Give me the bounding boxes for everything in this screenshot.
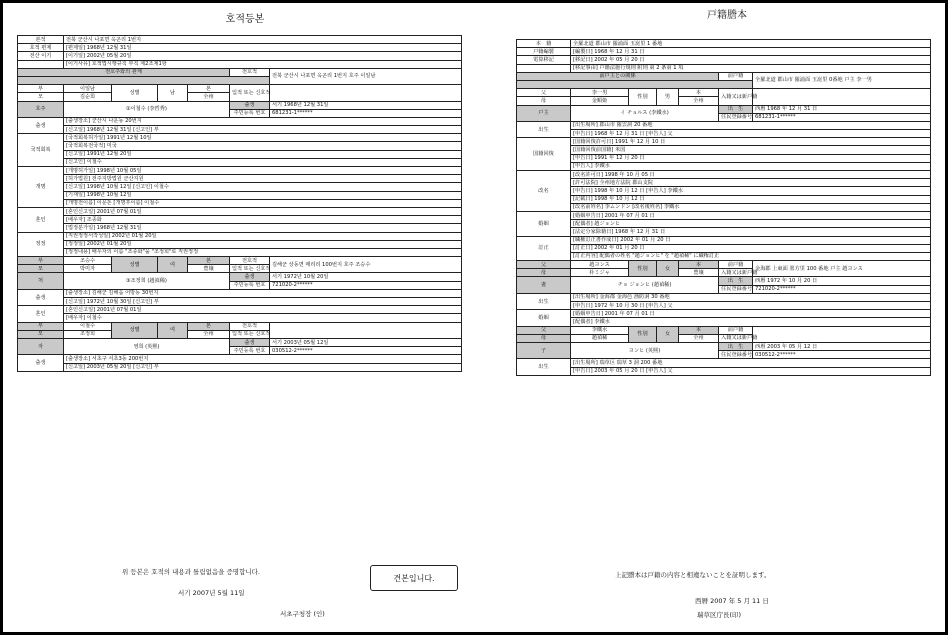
child-name-row [18, 338, 462, 346]
father-name: 李鐵水 [571, 326, 629, 334]
origin-label: 본 [188, 322, 230, 330]
head-event-row [517, 195, 931, 203]
relation-label: 戸主 [517, 105, 571, 121]
mother-label: 모 [18, 93, 64, 101]
header-label [18, 60, 64, 68]
id-label: 住民登録番号 [719, 285, 753, 293]
head-event-line: [申告日] 1998 年 10 月 12 日 [申告人] 李鐵水 [571, 187, 931, 195]
person-name: チョ ジョンヒ (趙禎稀) [571, 277, 719, 293]
gender-label: 性別 [629, 89, 657, 105]
header-label: 電算移記 [517, 56, 571, 64]
head-event-line: [許可法院] 全州地方法院 郡山支院 [571, 179, 931, 187]
birth-label: 출생 [230, 338, 270, 346]
wife-event-row [18, 298, 462, 306]
birth-label: 출생 [230, 273, 270, 281]
head-event-row [517, 138, 931, 146]
head-event-row [517, 146, 931, 154]
head-parents-row [18, 85, 462, 93]
id-value: 721020-2****** [753, 285, 931, 293]
wife-event-row [517, 302, 931, 310]
head-event-row [517, 130, 931, 138]
birth-value: 西暦 1968 年 12 月 31 日 [753, 105, 931, 113]
head-event-line: [訂正日] 2002 年 01 月 20 日 [571, 244, 931, 252]
prev-register-value: 김해군 상동면 매리리 100번지 호주 조승수 [270, 257, 462, 273]
head-event-row [517, 162, 931, 170]
enter-label: 入籍又は新戸籍 [719, 269, 753, 277]
head-event-row [18, 175, 462, 183]
relation-label: 호주 [18, 101, 64, 117]
head-event-line: [改名許可日] 1998 年 10 月 05 日 [571, 171, 931, 179]
child-parents-row [517, 326, 931, 334]
wife-event-line: [申告日] 1972 年 10 月 30 日 [申告人] 父 [571, 302, 931, 310]
korean-date: 서기 2007년 5월 11일 [178, 589, 245, 597]
child-event-row [517, 367, 931, 375]
id-label: 住民登録番号 [719, 113, 753, 121]
wife-event-row [18, 306, 462, 314]
gender-value: 女 [657, 261, 679, 277]
wife-parents-row [18, 257, 462, 265]
head-event-line: [国籍回復許可日] 1991 年 12 月 10 日 [571, 138, 931, 146]
head-event-row [517, 171, 931, 179]
wife-event-label: 혼인 [18, 306, 64, 322]
head-event-line: [신고일] 1991년 12월 20일 [64, 150, 462, 158]
id-label: 住民登録番号 [719, 351, 753, 359]
father-label: 부 [18, 322, 64, 330]
gender-value: 여 [158, 322, 188, 338]
birth-value: 서기 1968년 12월 31일 [270, 101, 462, 109]
origin-value: 豊壤 [188, 265, 230, 273]
head-event-line: [국적회복허가일] 1991년 12월 10일 [64, 134, 462, 142]
header-value: [移記事由] 戸籍法施行規則 附則 第 2 条第 1 項 [571, 64, 931, 72]
head-event-row [18, 150, 462, 158]
head-event-line: [申告日] 1991 年 12 月 20 日 [571, 154, 931, 162]
korean-register-table [17, 35, 462, 372]
wife-event-row [18, 289, 462, 297]
head-event-row [517, 236, 931, 244]
header-value: [이기일] 2002년 05월 20일 [64, 52, 462, 60]
prev-register-label: 전호적 [230, 68, 270, 76]
head-event-line: [기재일] 1998년 10월 12일 [64, 191, 462, 199]
wife-name-row [517, 277, 931, 285]
head-parents-row [517, 89, 931, 97]
child-event-label: 출생 [18, 355, 64, 371]
father-label: 父 [517, 89, 571, 97]
father-name: 李一男 [571, 89, 629, 97]
person-name: 영희 (英熙) [64, 338, 230, 354]
father-label: 父 [517, 261, 571, 269]
head-event-label: 婚姻 [517, 211, 571, 236]
origin-label: 本 [679, 261, 719, 269]
head-event-row [517, 252, 931, 260]
enter-label: 입적 또는 신호적 [230, 330, 270, 338]
father-label: 부 [18, 257, 64, 265]
prev-register-label: 前戸籍 [719, 72, 753, 80]
gender-value: 여 [158, 257, 188, 273]
blank-cell [270, 85, 462, 101]
header-row [18, 52, 462, 60]
header-row [517, 48, 931, 56]
child-event-row [517, 359, 931, 367]
header-row [18, 36, 462, 44]
origin-value: 全州 [679, 334, 719, 342]
header-value: [편제일] 1968년 12월 31일 [64, 44, 462, 52]
mother-name: 박미자 [64, 265, 112, 273]
origin-label: 本 [679, 89, 719, 97]
prev-register-value: 全羅北道 郡山市 羅浦面 玉崑里 0番地 戸主 李一男 [753, 72, 931, 88]
mother-label: 모 [18, 265, 64, 273]
japanese-date: 西暦 2007 年 5 月 11 日 [695, 597, 769, 605]
head-event-row [517, 220, 931, 228]
head-event-line: [법정분가일] 1968년 12월 31일 [64, 224, 462, 232]
header-value: 全羅北道 郡山市 羅浦面 玉崑里 1 番地 [571, 40, 931, 48]
header-label: 本 籍 [517, 40, 571, 48]
gender-label: 성별 [112, 257, 158, 273]
korean-certify-text: 위 등본은 호적의 내용과 틀림없음을 증명합니다. [122, 568, 260, 576]
head-event-row [517, 154, 931, 162]
id-value: 030512-2****** [270, 347, 462, 355]
header-row [517, 64, 931, 72]
japanese-certify-text: 上記謄本は戸籍の内容と相違ないことを証明します。 [615, 571, 771, 579]
enter-label: 入籍又は新戸籍 [719, 89, 753, 105]
header-label: 본적 [18, 36, 64, 44]
head-event-row [18, 240, 462, 248]
prev-register-label: 前戸籍 [719, 261, 753, 269]
id-label: 주민등록 번호 [230, 109, 270, 117]
head-event-line: [婚姻申告日] 2001 年 07 月 01 日 [571, 211, 931, 219]
head-event-row [18, 183, 462, 191]
head-event-row [517, 244, 931, 252]
korean-doc-title: 호적등본 [225, 14, 265, 25]
japanese-doc-title: 戸籍謄本 [707, 10, 747, 21]
prev-register-value [753, 326, 931, 342]
head-event-row [18, 199, 462, 207]
wife-event-line: [出生場所] 金海郡 金海邑 漁防洞 30 番地 [571, 293, 931, 301]
enter-label: 입적 또는 신호적 [230, 265, 270, 273]
id-value: 681231-1****** [753, 113, 931, 121]
head-event-line: [국적회복전국적] 미국 [64, 142, 462, 150]
gender-label: 성별 [112, 85, 158, 101]
head-event-row [517, 228, 931, 236]
enter-label: 입적 또는 신호적 [230, 85, 270, 101]
birth-value: 서기 1972년 10월 20일 [270, 273, 462, 281]
wife-event-row [517, 318, 931, 326]
head-event-line: [申告日] 1968 年 12 月 31 日 [申告人] 父 [571, 130, 931, 138]
head-event-line: [改名前姓名] 李ムンドン [改名後姓名] 李鐵水 [571, 203, 931, 211]
child-event-row [18, 363, 462, 371]
gender-label: 性別 [629, 261, 657, 277]
origin-value: 全州 [679, 97, 719, 105]
mother-name: 朴ミジャ [571, 269, 629, 277]
head-event-line: [記載日] 1998 年 10 月 12 日 [571, 195, 931, 203]
blank-cell [18, 76, 270, 84]
mother-label: 母 [517, 334, 571, 342]
id-label: 주민등록 번호 [230, 281, 270, 289]
head-event-line: [배우자] 조종화 [64, 216, 462, 224]
header-row [517, 56, 931, 64]
child-event-line: [出生場所] 瑞草区 瑞草 3 洞 200 番地 [571, 359, 931, 367]
header-value: [編製日] 1968 年 12 月 31 日 [571, 48, 931, 56]
mother-label: 모 [18, 330, 64, 338]
id-value: 030512-2****** [753, 351, 931, 359]
head-name-row [18, 101, 462, 109]
origin-label: 본 [188, 85, 230, 93]
child-name-row [517, 342, 931, 350]
mother-label: 母 [517, 97, 571, 105]
head-event-line: [개명허가일] 1998년 10월 05일 [64, 167, 462, 175]
header-row [18, 44, 462, 52]
header-label: 戸籍編製 [517, 48, 571, 56]
child-event-label: 出生 [517, 359, 571, 375]
prev-register-label: 前戸籍 [719, 326, 753, 334]
child-event-line: [출생장소] 서초구 서초3동 200번지 [64, 355, 462, 363]
person-name: イ チョルス (李鐵水) [571, 105, 719, 121]
head-event-row [18, 158, 462, 166]
father-label: 父 [517, 326, 571, 334]
gender-label: 性別 [629, 326, 657, 342]
person-name: ③조정희 (趙禎稀) [64, 273, 230, 289]
head-name-row [517, 105, 931, 113]
head-event-label: 国籍回復 [517, 138, 571, 171]
father-name: 趙ヨンス [571, 261, 629, 269]
father-name: 조승수 [64, 257, 112, 265]
head-event-label: 改名 [517, 171, 571, 212]
mother-name: 趙禎稀 [571, 334, 629, 342]
head-event-row [517, 187, 931, 195]
header-row [517, 40, 931, 48]
id-value: 681231-1****** [270, 109, 462, 117]
header-label: 호적 편제 [18, 44, 64, 52]
prev-register-label: 전호적 [230, 322, 270, 330]
japanese-issuer: 瑞草区庁長(印) [697, 611, 742, 619]
head-event-label: 혼인 [18, 207, 64, 232]
father-name: 이일남 [64, 85, 112, 93]
head-relation-row [517, 72, 931, 80]
wife-event-label: 出生 [517, 293, 571, 309]
head-event-row [517, 121, 931, 129]
father-label: 부 [18, 85, 64, 93]
head-event-line: [配偶者] 趙ジョンヒ [571, 220, 931, 228]
wife-event-line: [출생장소] 김해군 김해읍 어방동 30번지 [64, 289, 462, 297]
head-event-line: [정정일] 2002년 01월 20일 [64, 240, 462, 248]
wife-event-line: [配偶者] 李鐵水 [571, 318, 931, 326]
head-event-row [18, 224, 462, 232]
korean-issuer: 서초구청장 (인) [280, 610, 325, 618]
child-event-row [18, 355, 462, 363]
head-event-row [18, 248, 462, 256]
copy-stamp: 견본입니다. [370, 565, 458, 591]
head-event-label: 訂正 [517, 236, 571, 261]
mother-name: 金順姫 [571, 97, 629, 105]
birth-label: 出 生 [719, 105, 753, 113]
head-event-row [18, 191, 462, 199]
relation-label: 妻 [517, 277, 571, 293]
head-event-line: [신고인] 이철수 [64, 158, 462, 166]
head-event-row [18, 167, 462, 175]
head-event-row [18, 216, 462, 224]
blank-cell [753, 89, 931, 105]
header-value: [이기사유] 호적법시행규칙 부칙 제2조제1항 [64, 60, 462, 68]
id-label: 주민등록 번호 [230, 347, 270, 355]
prev-register-value [270, 322, 462, 338]
head-event-row [18, 207, 462, 215]
head-event-label: 국적회복 [18, 134, 64, 167]
wife-event-line: [婚姻申告日] 2001 年 07 月 01 日 [571, 310, 931, 318]
wife-event-line: [신고일] 1972년 10월 30일 [신고인] 부 [64, 298, 462, 306]
header-label: 전산 이기 [18, 52, 64, 60]
relation-label: 자 [18, 338, 64, 354]
head-event-row [18, 117, 462, 125]
header-row [18, 60, 462, 68]
child-event-line: [신고일] 2003년 05월 20일 [신고인] 부 [64, 363, 462, 371]
prev-register-value: 金海郡 上東面 墨方里 100 番地 戸主 趙ヨンス [753, 261, 931, 277]
head-event-line: [정정내용] 배우자의 이름 "조종화"을 "조정희"로 직권정정 [64, 248, 462, 256]
birth-value: 서기 2003년 05월 12일 [270, 338, 462, 346]
origin-label: 本 [679, 326, 719, 334]
head-event-row [517, 179, 931, 187]
head-event-row [18, 134, 462, 142]
japanese-register-table [516, 39, 931, 376]
wife-event-row [18, 314, 462, 322]
header-label [517, 64, 571, 72]
head-event-label: 出生 [517, 121, 571, 137]
head-event-line: [개명전이름] 이문돈 [개명후이름] 이철수 [64, 199, 462, 207]
head-event-row [18, 232, 462, 240]
mother-label: 母 [517, 269, 571, 277]
birth-label: 出 生 [719, 277, 753, 285]
head-event-line: [허가법원] 전주지방법원 군산지원 [64, 175, 462, 183]
head-event-line: [訂正内容] 配偶者の姓名 "趙ジョンヒ" を "趙禎稀" に職権訂正 [571, 252, 931, 260]
head-event-row [517, 211, 931, 219]
birth-value: 西暦 1972 年 10 月 20 日 [753, 277, 931, 285]
head-event-row [18, 126, 462, 134]
origin-label: 본 [188, 257, 230, 265]
head-event-line: [신고일] 1998년 10월 12일 [신고인] 이철수 [64, 183, 462, 191]
wife-event-label: 婚姻 [517, 310, 571, 326]
head-event-line: [신고일] 1968년 12월 31일 [신고인] 부 [64, 126, 462, 134]
gender-value: 男 [657, 89, 679, 105]
child-event-line: [申告日] 2003 年 05 月 20 日 [申告人] 父 [571, 367, 931, 375]
mother-name: 김순희 [64, 93, 112, 101]
birth-value: 西暦 2003 年 05 月 12 日 [753, 342, 931, 350]
head-event-label: 개명 [18, 167, 64, 208]
gender-label: 성별 [112, 322, 158, 338]
head-event-line: [직권정정서작성일] 2002년 01월 20일 [64, 232, 462, 240]
wife-event-line: [혼인신고일] 2001년 07월 01일 [64, 306, 462, 314]
head-event-line: [申告人] 李鐵水 [571, 162, 931, 170]
origin-value: 全州 [188, 330, 230, 338]
head-event-line: [出生場所] 郡山市 羅雲洞 20 番地 [571, 121, 931, 129]
prev-head-label: 前戸主との関係 [517, 72, 719, 80]
head-event-row [18, 142, 462, 150]
relation-label: 처 [18, 273, 64, 289]
head-event-line: [혼인신고일] 2001년 07월 01일 [64, 207, 462, 215]
mother-name: 조정희 [64, 330, 112, 338]
gender-value: 남 [158, 85, 188, 101]
gender-value: 女 [657, 326, 679, 342]
head-event-label: 출생 [18, 117, 64, 133]
header-value: 전북 군산시 나포면 옥곤리 1번지 [64, 36, 462, 44]
head-event-line: [国籍回復前国籍] 米国 [571, 146, 931, 154]
blank-cell [517, 80, 753, 88]
person-name: ①이철수 (李哲秀) [64, 101, 230, 117]
head-relation-row [18, 68, 462, 76]
head-event-line: [출생장소] 군산시 나운동 20번지 [64, 117, 462, 125]
birth-label: 出 生 [719, 342, 753, 350]
prev-register-label: 전호적 [230, 257, 270, 265]
father-name: 이철수 [64, 322, 112, 330]
id-value: 721020-2****** [270, 281, 462, 289]
child-parents-row [18, 322, 462, 330]
wife-event-row [517, 293, 931, 301]
person-name: ヨンヒ (英熙) [571, 342, 719, 358]
relation-label: 子 [517, 342, 571, 358]
head-event-label: 정정 [18, 232, 64, 257]
head-event-row [517, 203, 931, 211]
prev-register-value: 전북 군산시 나포면 옥곤리 1번지 호주 이일남 [270, 68, 462, 84]
wife-name-row [18, 273, 462, 281]
head-event-line: [法定分家除籍日] 1968 年 12 月 31 日 [571, 228, 931, 236]
header-value: [移記日] 2002 年 05 月 20 日 [571, 56, 931, 64]
origin-value: 全州 [188, 93, 230, 101]
wife-parents-row [517, 261, 931, 269]
wife-event-label: 출생 [18, 289, 64, 305]
origin-value: 豊壤 [679, 269, 719, 277]
wife-event-line: [배우자] 이철수 [64, 314, 462, 322]
wife-event-row [517, 310, 931, 318]
enter-label: 入籍又は新戸籍 [719, 334, 753, 342]
birth-label: 출생 [230, 101, 270, 109]
prev-head-label: 전호주와의 관계 [18, 68, 230, 76]
head-event-line: [職権訂正書作成日] 2002 年 01 月 20 日 [571, 236, 931, 244]
